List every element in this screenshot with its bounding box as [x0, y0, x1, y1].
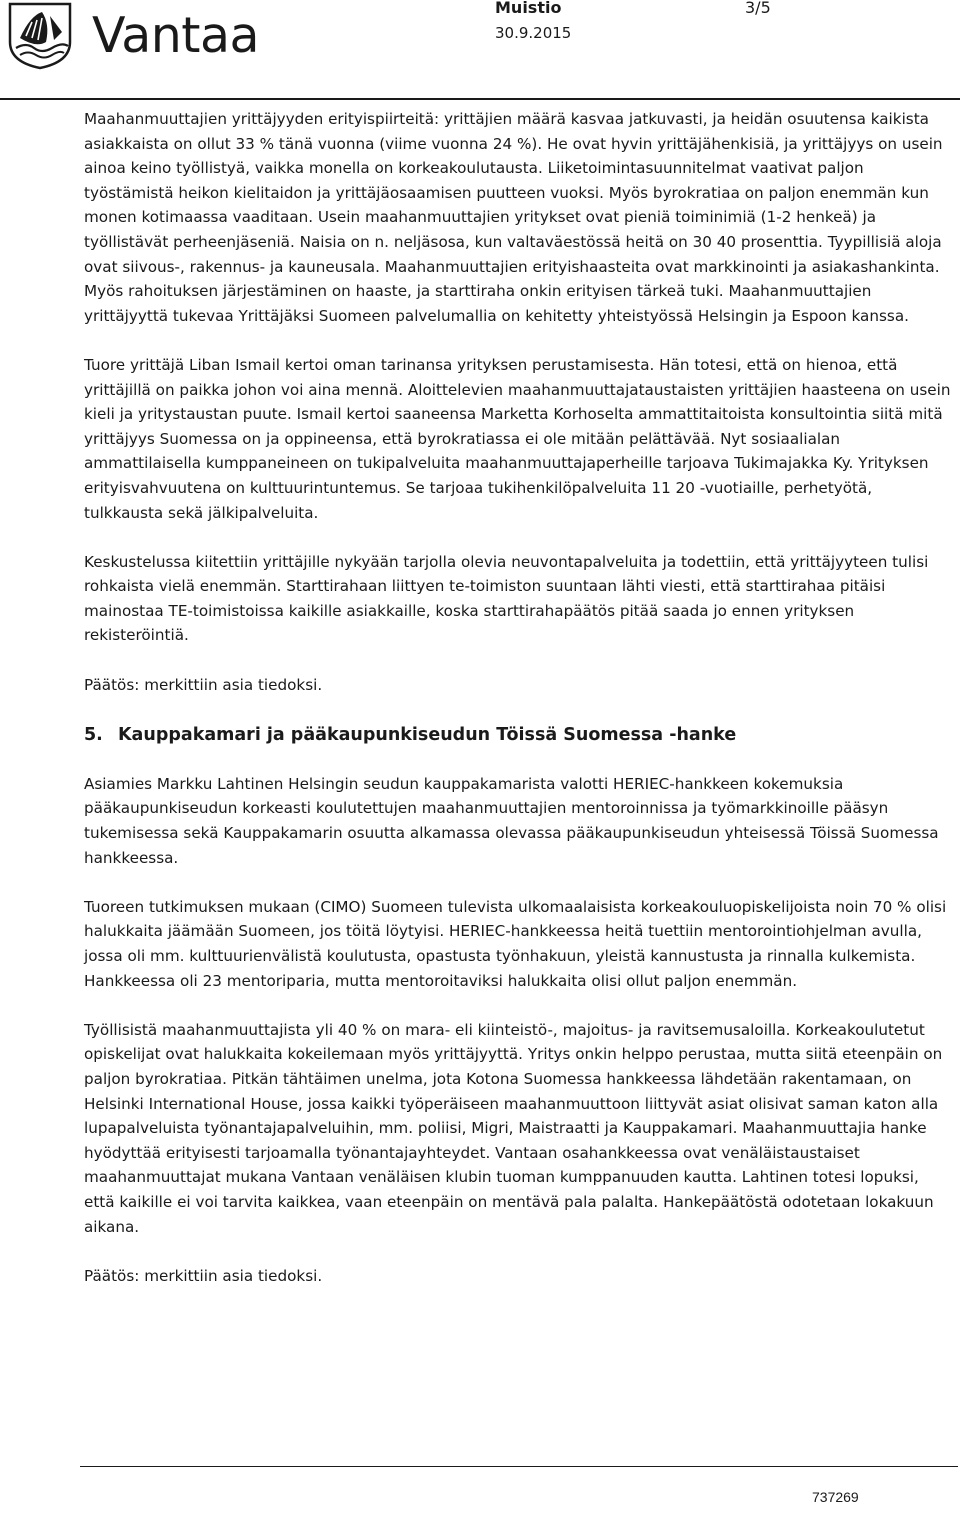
header-divider [0, 98, 960, 100]
document-code: 737269 [812, 1489, 859, 1505]
section-title: Kauppakamari ja pääkaupunkiseudun Töissä Suomessa -hanke [118, 724, 737, 745]
vantaa-crest-icon [6, 2, 78, 70]
logo-text: Vantaa [92, 7, 260, 64]
paragraph: Tuore yrittäjä Liban Ismail kertoi oman tarinansa yrityksen perustamisesta. Hän totesi, että on hienoa, että yrittäjillä on paikka johon voi aina mennä. Aloittelevien maahanmuuttajataustaisten yrittäjien haasteena on usein kieli ja yritystaustan puute. Ismail kertoi saaneensa Marketta Korhoselta ammattitaitoista konsultointia siitä mitä yrittäjyys Suomessa on ja oppineensa, että byrokratiassa ei ole mitään pelättävää. Nyt sosiaalialan ammattilaisella kumppaneineen on tukipalveluita maahanmuuttajaperheille tarjoava Tukimajakka Ky. Yrityksen erityisvahvuutena on kulttuurintuntemus. Se tarjoaa tukihenkilöpalveluita 11 20 -vuotiaille, perhetyötä, tulkkausta sekä jälkipalveluita. [84, 355, 951, 522]
document-date: 30.9.2015 [495, 24, 572, 42]
footer-divider [80, 1466, 958, 1467]
decision-paragraph: Päätös: merkittiin asia tiedoksi. [84, 675, 323, 694]
paragraph: Tuoreen tutkimuksen mukaan (CIMO) Suomeen tulevista ulkomaalaisista korkeakouluopiskelijoista noin 70 % olisi halukkaita jäämään Suomeen, jos töitä löytyisi. HERIEC-hankkeessa heitä tuettiin mentorointiohjelman avulla, jossa oli mm. kulttuurienvälistä koulutusta, opastusta työnhakuun, yleistä kannustusta ja rinnalla kulkemista. Hankkeessa oli 23 mentoriparia, mutta mentoroitaviksi halukkaita olisi ollut paljon enemmän. [84, 897, 947, 990]
page-number: 3/5 [745, 0, 771, 17]
page-header [0, 0, 960, 100]
document-body [84, 107, 952, 1313]
document-type: Muistio [495, 0, 562, 17]
paragraph: Asiamies Markku Lahtinen Helsingin seudun kauppakamarista valotti HERIEC-hankkeen kokemuksia pääkaupunkiseudun korkeasti koulutettujen maahanmuuttajien mentoroinnissa ja työmarkkinoille pääsyn tukemisessa sekä Kauppakamarin osuutta alkamassa olevassa pääkaupunkiseudun yhteisessä Töissä Suomessa hankkeessa. [84, 774, 939, 867]
section-number: 5. [84, 724, 103, 745]
section-heading [84, 722, 952, 748]
decision-paragraph: Päätös: merkittiin asia tiedoksi. [84, 1266, 323, 1285]
paragraph: Keskustelussa kiitettiin yrittäjille nykyään tarjolla olevia neuvontapalveluita ja todettiin, että yrittäjyyteen tulisi rohkaista vielä enemmän. Starttirahaan liittyen te-toimiston suuntaan lähti viesti, että starttirahaa pitäisi mainostaa TE-toimistoissa kaikille asiakkaille, koska starttirahapäätös pitää saada jo ennen yrityksen rekisteröintiä. [84, 552, 929, 645]
paragraph: Työllisistä maahanmuuttajista yli 40 % on mara- eli kiinteistö-, majoitus- ja ravitsemusaloilla. Korkeakoulutetut opiskelijat ovat halukkaita kokeilemaan myös yrittäjyyttä. Yritys onkin helppo perustaa, mutta siitä eteenpäin on paljon byrokratiaa. Pitkän tähtäimen unelma, jota Kotona Suomessa hankkeessa lähdetään rakentamaan, on Helsinki International House, jossa kaikki työperäiseen maahanmuuttoon liittyvät asiat olisivat saman katon alla lupapalveluista työnantajapalveluihin, mm. poliisi, Migri, Maistraatti ja Kauppakamari. Maahanmuuttajia hanke hyödyttää erityisesti tarjoamalla työnantajayhteydet. Vantaan osahankkeessa ovat venäläistaustaiset maahanmuuttajat mukana Vantaan venäläisen klubin tuoman kumppanuuden kautta. Lahtinen totesi lopuksi, että kaikille ei voi tarvita kaikkea, vaan eteenpäin on mentävä pala palalta. Hankepäätöstä odotetaan lokakuun aikana. [84, 1020, 943, 1236]
paragraph: Maahanmuuttajien yrittäjyyden erityispiirteitä: yrittäjien määrä kasvaa jatkuvasti, ja heidän osuutensa kaikista asiakkaista on ollut 33 % tänä vuonna (viime vuonna 24 %). He ovat hyvin yrittäjähenkisiä, ja yrittäjyys on usein ainoa keino työllistyä, vaikka monella on korkeakoulutausta. Liiketoimintasuunnitelmat vaativat paljon työstämistä heikon kielitaidon ja yrittäjäosaamisen puutteen vuoksi. Myös byrokratiaa on paljon enemmän kun monen kotimaassa vaaditaan. Usein maahanmuuttajien yritykset ovat pieniä toiminimiä (1-2 henkeä) ja työllistävät perheenjäseniä. Naisia on n. neljäsosa, kun valtaväestössä heitä on 30 40 prosenttia. Tyypillisiä aloja ovat siivous-, rakennus- ja kauneusala. Maahanmuuttajien erityishaasteita ovat markkinointi ja asiakashankinta. Myös rahoituksen järjestäminen on haaste, ja starttiraha onkin erityisen tärkeä tuki. Maahanmuuttajien yrittäjyyttä tukevaa Yrittäjäksi Suomeen palvelumallia on kehitetty yhteistyössä Helsingin ja Espoon kanssa. [84, 110, 943, 325]
